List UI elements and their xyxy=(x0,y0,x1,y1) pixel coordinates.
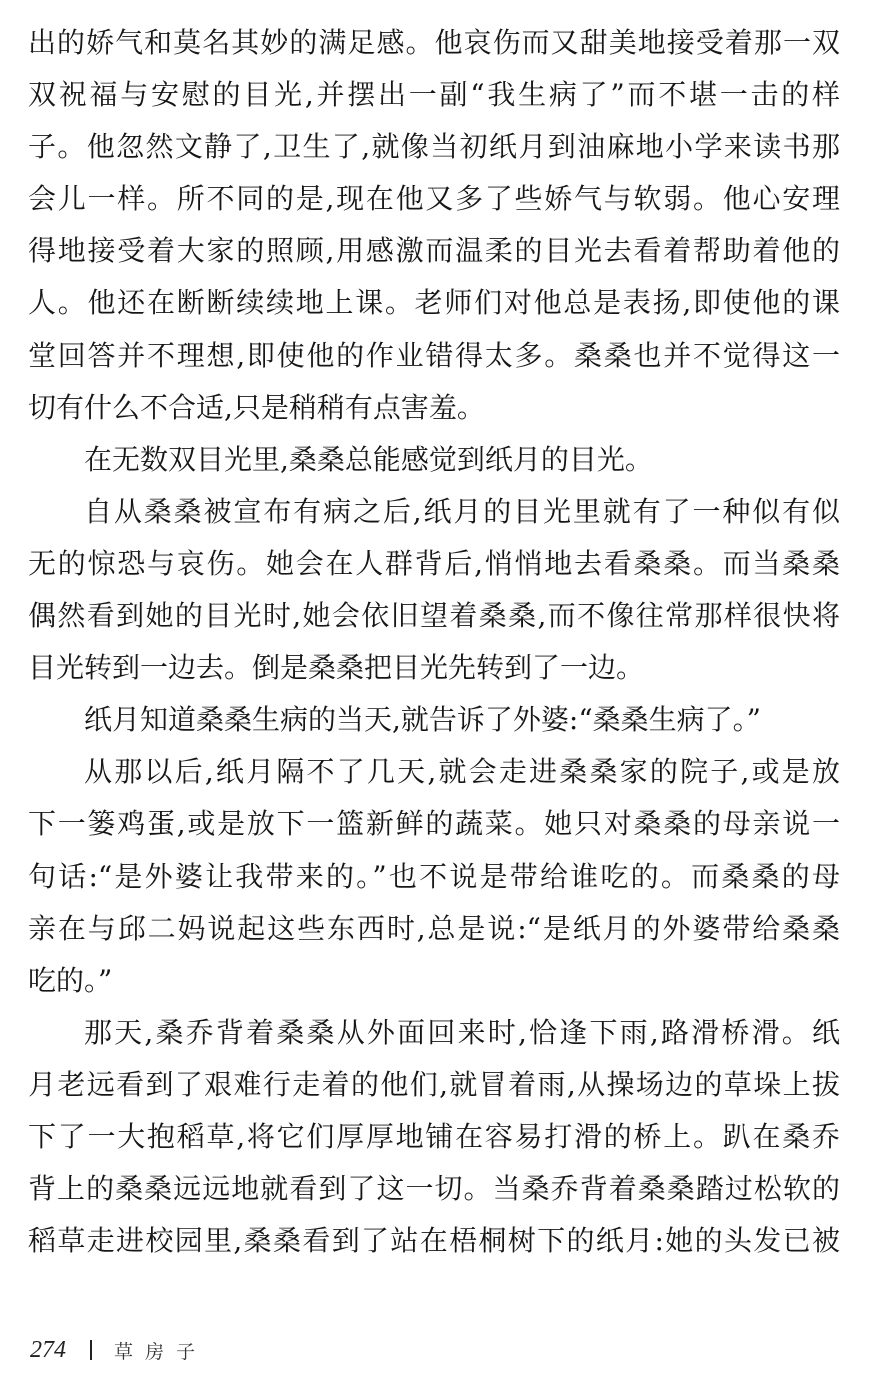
text-line: 会儿一样。所不同的是,现在他又多了些娇气与软弱。他心安理 xyxy=(28,182,840,216)
page-body xyxy=(28,17,840,1267)
text-line: 亲在与邱二妈说起这些东西时,总是说:“是纸月的外婆带给桑桑 xyxy=(28,911,840,945)
text-line: 切有什么不合适,只是稍稍有点害羞。 xyxy=(28,390,485,424)
text-line: 稻草走进校园里,桑桑看到了站在梧桐树下的纸月:她的头发已被 xyxy=(28,1224,840,1258)
text-line: 下一篓鸡蛋,或是放下一篮新鲜的蔬菜。她只对桑桑的母亲说一 xyxy=(28,807,840,841)
text-line: 纸月知道桑桑生病的当天,就告诉了外婆:“桑桑生病了。” xyxy=(84,703,761,737)
text-line: 堂回答并不理想,即使他的作业错得太多。桑桑也并不觉得这一 xyxy=(28,338,840,372)
text-line: 自从桑桑被宣布有病之后,纸月的目光里就有了一种似有似 xyxy=(84,494,840,528)
footer-divider xyxy=(90,1340,92,1360)
book-title: 草房子 xyxy=(114,1340,208,1363)
text-line: 那天,桑乔背着桑桑从外面回来时,恰逢下雨,路滑桥滑。纸 xyxy=(84,1015,840,1049)
text-line: 吃的。” xyxy=(28,963,113,997)
text-line: 目光转到一边去。倒是桑桑把目光先转到了一边。 xyxy=(28,651,645,685)
text-line: 出的娇气和莫名其妙的满足感。他哀伤而又甜美地接受着那一双 xyxy=(28,26,840,59)
text-line: 无的惊恐与哀伤。她会在人群背后,悄悄地去看桑桑。而当桑桑 xyxy=(28,546,840,580)
text-line: 月老远看到了艰难行走着的他们,就冒着雨,从操场边的草垛上拔 xyxy=(28,1067,840,1101)
text-line: 句话:“是外婆让我带来的。”也不说是带给谁吃的。而桑桑的母 xyxy=(28,859,840,893)
page-footer xyxy=(30,1333,207,1367)
text-line: 在无数双目光里,桑桑总能感觉到纸月的目光。 xyxy=(84,442,653,476)
text-line: 得地接受着大家的照顾,用感激而温柔的目光去看着帮助着他的 xyxy=(28,234,840,268)
text-line: 双祝福与安慰的目光,并摆出一副“我生病了”而不堪一击的样 xyxy=(28,78,840,112)
text-line: 下了一大抱稻草,将它们厚厚地铺在容易打滑的桥上。趴在桑乔 xyxy=(28,1119,840,1153)
text-line: 偶然看到她的目光时,她会依旧望着桑桑,而不像往常那样很快将 xyxy=(28,599,840,633)
text-line: 背上的桑桑远远地就看到了这一切。当桑乔背着桑桑踏过松软的 xyxy=(28,1172,840,1206)
page-number: 274 xyxy=(30,1336,66,1363)
text-line: 子。他忽然文静了,卫生了,就像当初纸月到油麻地小学来读书那 xyxy=(28,130,840,164)
text-line: 从那以后,纸月隔不了几天,就会走进桑桑家的院子,或是放 xyxy=(84,755,840,789)
text-line: 人。他还在断断续续地上课。老师们对他总是表扬,即使他的课 xyxy=(28,286,840,320)
